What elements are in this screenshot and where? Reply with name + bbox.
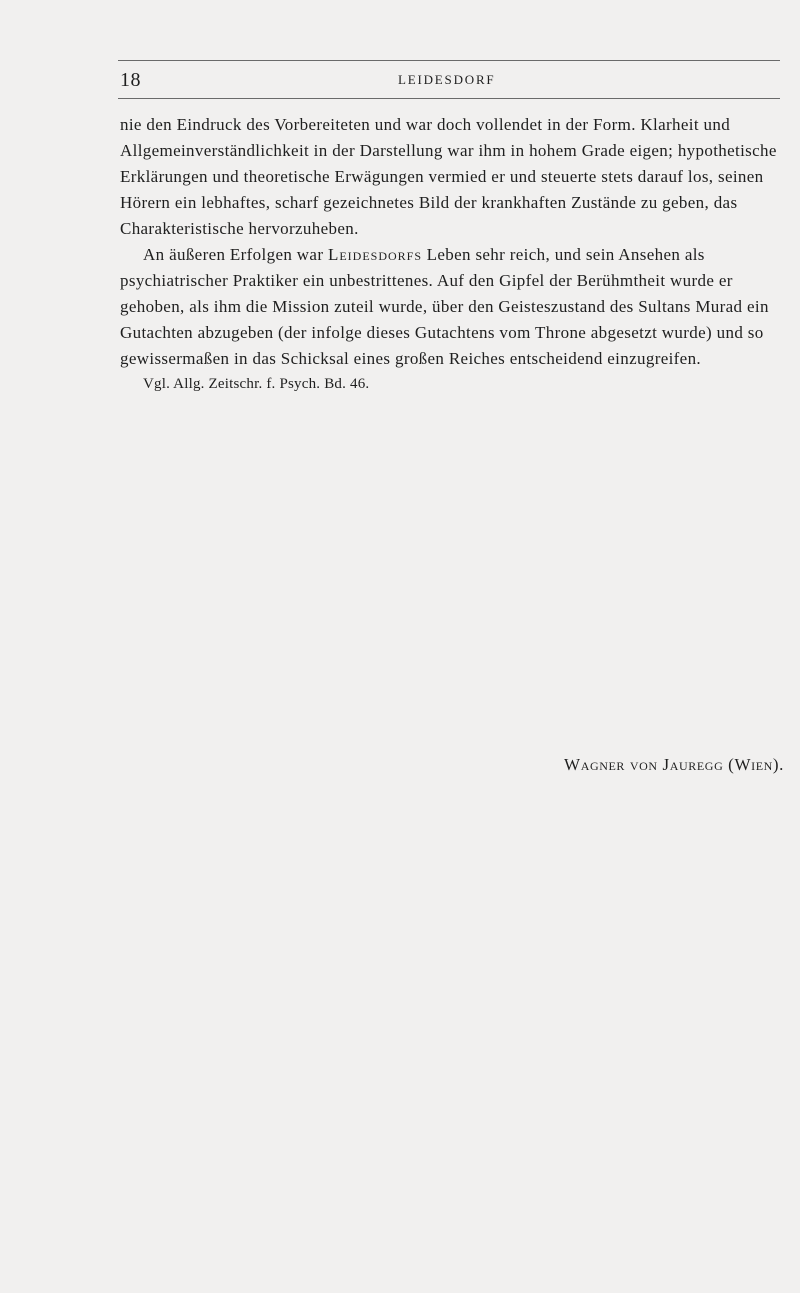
paragraph-2 (120, 242, 790, 372)
paragraph-2-lead: An äußeren Erfolgen war (143, 245, 328, 264)
running-head: LEIDESDORF (398, 72, 496, 87)
page-number: 18 (120, 69, 141, 91)
main-text (120, 112, 790, 396)
paragraph-1: nie den Eindruck des Vorbereiteten und war doch vollendet in der Form. Klarheit und Allgemeinverständlichkeit in der Darstellung war ihm in hohem Grade eigen; hypothetische Erklärungen und theoretische Erwägungen vermied er und steuerte stets darauf los, seinen Hörern ein lebhaftes, scharf gezeichnetes Bild der krankhaften Zustände zu geben, das Charakteristische hervorzuheben. (120, 115, 777, 238)
author-signature: Wagner von Jauregg (Wien). (564, 755, 784, 774)
reference-note: Vgl. Allg. Zeitschr. f. Psych. Bd. 46. (143, 376, 370, 392)
header-rule (118, 98, 780, 99)
paragraph-2-rest: Leben sehr reich, und sein Ansehen als psychiatrischer Praktiker ein unbestrittenes. Auf den Gipfel der Berühmtheit wurde er gehoben, als ihm die Mission zuteil wurde, über den Geisteszustand des Sultans Murad ein Gutachten abzugeben (der infolge dieses Gutachtens vom Throne abgesetzt wurde) und so gewissermaßen in das Schicksal eines großen Reiches entscheidend einzugreifen. (120, 245, 769, 368)
person-name: Leidesdorfs (327, 245, 423, 264)
top-rule (118, 60, 780, 61)
